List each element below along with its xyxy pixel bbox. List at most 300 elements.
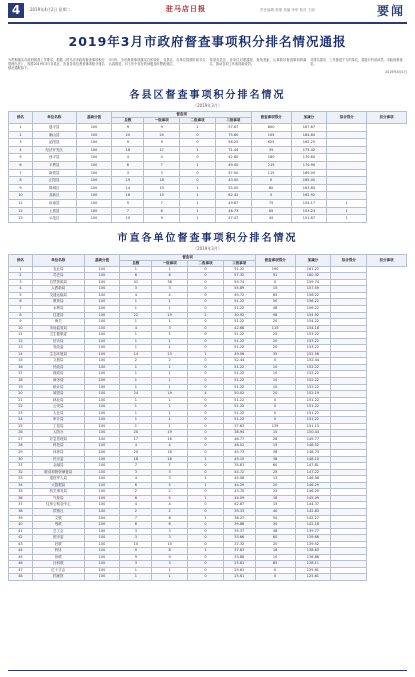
table-cell: 45.08: [223, 476, 255, 483]
table-cell: 49.06: [223, 351, 255, 358]
table-cell: [327, 146, 367, 154]
table-cell: 团市委: [32, 535, 84, 542]
table-cell: 6: [120, 522, 152, 529]
table-cell: 0: [255, 417, 295, 424]
table-cell: 1: [180, 207, 216, 215]
table-cell: 0: [255, 397, 295, 404]
table-cell: 146.20: [295, 489, 331, 496]
table-cell: [327, 177, 367, 185]
table-cell: 退役军人局: [32, 476, 84, 483]
table-cell: 154.92: [295, 312, 331, 319]
table-cell: 24: [9, 417, 33, 424]
table-cell: 105: [251, 131, 291, 139]
table-cell: 100: [76, 124, 112, 132]
table-cell: 100: [84, 397, 120, 404]
table-cell: 3: [144, 169, 180, 177]
table-cell: 71.44: [215, 146, 251, 154]
table-cell: 100: [84, 436, 120, 443]
table-cell: 18: [152, 450, 188, 457]
table-cell: 示范区: [32, 215, 76, 223]
table-cell: 115: [251, 169, 291, 177]
table-cell: 10: [9, 325, 33, 332]
table-cell: 100: [84, 443, 120, 450]
table-cell: 3: [152, 535, 188, 542]
table-cell: 625: [251, 139, 291, 147]
table-cell: 45.10: [223, 456, 255, 463]
table-cell: 0: [188, 502, 224, 509]
table-cell: 1: [188, 482, 224, 489]
table-cell: 5: [251, 192, 291, 200]
table-cell: 2: [120, 489, 152, 496]
table-cell: 7: [120, 463, 152, 470]
table-cell: 100: [84, 332, 120, 339]
table-cell: 1: [120, 574, 152, 581]
table-cell: 0: [188, 345, 224, 352]
table-cell: 红十字会: [32, 567, 84, 574]
table-cell: 100: [84, 554, 120, 561]
table-cell: 152.22: [295, 371, 331, 378]
table-cell: 44.29: [223, 482, 255, 489]
table-cell: 4: [120, 325, 152, 332]
table-cell: 51.22: [223, 299, 255, 306]
table-cell: 发改委: [32, 345, 84, 352]
table-cell: 100: [76, 146, 112, 154]
table-cell: 5: [152, 495, 188, 502]
table-cell: 145.09: [295, 495, 331, 502]
table-cell: 55.00: [215, 184, 251, 192]
table-cell: 100: [84, 541, 120, 548]
header-count: 总数: [120, 260, 152, 266]
table-cell: 25: [9, 423, 33, 430]
table-cell: 6: [152, 515, 188, 522]
table-cell: 民政局: [32, 364, 84, 371]
table-cell: 3: [152, 469, 188, 476]
table-cell: 1: [180, 192, 216, 200]
section-title: 要闻: [376, 4, 405, 18]
header-level-2: 二级事项: [180, 118, 216, 124]
table-cell: 51.22: [223, 397, 255, 404]
table-cell: 18: [255, 548, 295, 555]
table-cell: 146.58: [295, 476, 331, 483]
table-cell: 经济开发区: [32, 146, 76, 154]
table-cell: 18: [112, 146, 144, 154]
table-cell: 30: [255, 522, 295, 529]
table-cell: 24: [120, 391, 152, 398]
table-cell: 42.87: [223, 502, 255, 509]
table-cell: 1: [188, 548, 224, 555]
table-cell: 100: [84, 515, 120, 522]
table-cell: 1: [152, 417, 188, 424]
table-cell: 1: [188, 476, 224, 483]
table-cell: 16: [152, 436, 188, 443]
table-cell: 48.02: [223, 443, 255, 450]
table-cell: 7: [152, 463, 188, 470]
table-cell: 125.61: [295, 567, 331, 574]
table-cell: 人防办: [32, 430, 84, 437]
table-cell: 工信局: [32, 423, 84, 430]
table-cell: [327, 192, 367, 200]
table-cell: 100: [84, 469, 120, 476]
header-total: 综合得分: [327, 112, 367, 124]
table-cell: 3: [9, 139, 33, 147]
table-cell: 正阳县: [32, 177, 76, 185]
table-row: [9, 146, 407, 154]
table-cell: 152.56: [295, 351, 331, 358]
table-cell: 39.68: [223, 522, 255, 529]
intro-column-1: 为贯彻落实市政府督查工作要求，根据《驻马店市政府督查事项积分管理办法》，现将2019年3月各县区、市直各单位督查事项积分排名情况通报如下。: [8, 58, 105, 71]
table-cell: 13: [255, 476, 295, 483]
table-cell: 信访局: [32, 338, 84, 345]
table-cell: 金融局: [32, 463, 84, 470]
table-cell: 165.00: [291, 177, 327, 185]
table-cell: 38: [255, 456, 295, 463]
table-cell: 0: [188, 436, 224, 443]
table-cell: 46.73: [215, 207, 251, 215]
table-cell: 7: [9, 169, 33, 177]
header-base-score: 基础分值: [76, 112, 112, 124]
table-cell: 农业局: [32, 266, 84, 273]
table-cell: 1: [152, 306, 188, 313]
table-cell: 38: [9, 508, 33, 515]
table-cell: 100: [76, 184, 112, 192]
table-cell: 1: [327, 199, 367, 207]
table-cell: 43.00: [215, 177, 251, 185]
table-cell: 9: [144, 215, 180, 223]
table-cell: 1: [152, 397, 188, 404]
table-cell: 19: [152, 391, 188, 398]
table-cell: 100: [84, 482, 120, 489]
table-cell: 12: [9, 338, 33, 345]
table-cell: 0: [188, 410, 224, 417]
table-cell: 0: [188, 279, 224, 286]
table-cell: 1: [120, 397, 152, 404]
table-cell: 147.22: [295, 469, 331, 476]
table-cell: 0: [188, 338, 224, 345]
table-cell: 1: [120, 404, 152, 411]
table-cell: 40: [255, 508, 295, 515]
table-cell: 0: [188, 378, 224, 385]
table-cell: 1: [180, 146, 216, 154]
table-cell: 115: [255, 325, 295, 332]
table-cell: 100: [84, 345, 120, 352]
table-cell: 15: [9, 358, 33, 365]
table-cell: 100: [84, 567, 120, 574]
table-cell: 1: [120, 567, 152, 574]
table-cell: 100: [84, 319, 120, 326]
table-cell: 1: [152, 574, 188, 581]
table-cell: 100: [84, 417, 120, 424]
table-cell: 1: [120, 423, 152, 430]
table-cell: 3: [152, 561, 188, 568]
table-cell: 100: [84, 502, 120, 509]
city-table-header: [9, 254, 407, 266]
table-cell: 128.11: [295, 561, 331, 568]
table-cell: 1: [180, 161, 216, 169]
table-cell: 144.37: [295, 502, 331, 509]
table-cell: 100: [76, 154, 112, 162]
table-cell: 20: [112, 131, 144, 139]
table-cell: 75.60: [215, 131, 251, 139]
table-cell: 58.25: [215, 139, 251, 147]
table-cell: 100: [84, 548, 120, 555]
table-cell: 1: [188, 495, 224, 502]
table-cell: 125.61: [295, 574, 331, 581]
table-cell: 市场监管局: [32, 325, 84, 332]
table-cell: 49.72: [223, 292, 255, 299]
header-rank: 排名: [9, 112, 33, 124]
headline: 2019年3月市政府督查事项积分排名情况通报: [68, 34, 347, 49]
table-cell: 19: [9, 384, 33, 391]
city-section-subtitle: （2019年3月）: [193, 245, 222, 251]
table-cell: 33.88: [223, 554, 255, 561]
county-table-header: [9, 112, 407, 124]
table-cell: 13: [152, 351, 188, 358]
table-cell: 170.60: [291, 154, 327, 162]
table-cell: 4: [120, 502, 152, 509]
table-row: [9, 192, 407, 200]
table-cell: 新蔡县: [32, 169, 76, 177]
table-cell: 159.74: [295, 279, 331, 286]
table-cell: 西平县: [32, 154, 76, 162]
bottom-rule: [8, 670, 407, 671]
table-cell: 27: [9, 436, 33, 443]
page-number: 4: [8, 3, 24, 18]
table-cell: 100: [76, 139, 112, 147]
table-cell: 100: [76, 192, 112, 200]
table-cell: 153.22: [295, 345, 331, 352]
header-rank: 排名: [9, 254, 33, 266]
table-cell: 170.90: [291, 161, 327, 169]
table-cell: 水利局: [32, 306, 84, 313]
table-cell: 住建局: [32, 312, 84, 319]
table-cell: 55.89: [223, 286, 255, 293]
table-cell: 1: [120, 266, 152, 273]
header-level-1: 一级事项: [144, 118, 180, 124]
table-cell: 10: [112, 215, 144, 223]
table-cell: 0: [188, 430, 224, 437]
table-cell: 25: [255, 332, 295, 339]
table-cell: 18: [120, 456, 152, 463]
table-cell: 100: [84, 338, 120, 345]
table-cell: 6: [120, 482, 152, 489]
table-cell: 31: [9, 463, 33, 470]
header-level-3: 三级事项: [223, 260, 255, 266]
table-cell: 1: [152, 332, 188, 339]
table-cell: 林业局: [32, 397, 84, 404]
table-cell: 100: [84, 522, 120, 529]
table-cell: 148.52: [295, 443, 331, 450]
intro-text: [8, 58, 407, 80]
table-cell: 41: [9, 528, 33, 535]
table-cell: 153.23: [291, 207, 327, 215]
table-cell: 100: [84, 456, 120, 463]
table-cell: 29: [9, 450, 33, 457]
city-section-title: 市直各单位督查事项积分排名情况: [117, 232, 298, 244]
table-cell: 28: [255, 436, 295, 443]
table-cell: 粮食和物资储备局: [32, 469, 84, 476]
table-cell: 51.22: [223, 384, 255, 391]
table-cell: [327, 154, 367, 162]
table-cell: 3: [152, 476, 188, 483]
table-cell: 1: [120, 306, 152, 313]
table-cell: 1: [120, 299, 152, 306]
table-cell: 60: [255, 535, 295, 542]
table-cell: 139.66: [295, 535, 331, 542]
table-cell: 0: [188, 443, 224, 450]
city-table-body: [9, 266, 407, 580]
table-cell: 33: [9, 476, 33, 483]
table-cell: 教育局: [32, 299, 84, 306]
table-cell: 13: [144, 184, 180, 192]
table-cell: 4: [188, 391, 224, 398]
header-adjust: 加减分: [295, 254, 331, 266]
table-cell: 7: [144, 161, 180, 169]
table-cell: 2: [9, 273, 33, 280]
table-cell: 0: [188, 574, 224, 581]
table-cell: 大数据局: [32, 482, 84, 489]
table-cell: 10: [255, 384, 295, 391]
table-cell: 15: [255, 286, 295, 293]
header-count: 总数: [112, 118, 144, 124]
header-item-score: 督查事项得分: [255, 254, 295, 266]
table-cell: 151.13: [295, 423, 331, 430]
table-cell: 35.37: [223, 528, 255, 535]
table-cell: 146.29: [295, 482, 331, 489]
table-cell: 10: [255, 554, 295, 561]
table-cell: 住房公积金中心: [32, 502, 84, 509]
table-cell: 37.63: [223, 548, 255, 555]
table-cell: 51.22: [223, 410, 255, 417]
table-cell: 15: [144, 192, 180, 200]
header-deduct-items: 扣分事项: [367, 112, 407, 124]
table-cell: 社科联: [32, 561, 84, 568]
city-ranking-table: [8, 254, 407, 581]
table-cell: 1: [188, 515, 224, 522]
table-cell: 37: [9, 502, 33, 509]
table-cell: 海关: [32, 319, 84, 326]
table-cell: 100: [84, 489, 120, 496]
table-cell: 4: [152, 502, 188, 509]
table-row: [9, 154, 407, 162]
table-cell: 42: [9, 535, 33, 542]
table-cell: 0: [188, 332, 224, 339]
table-cell: 49.67: [215, 199, 251, 207]
table-cell: 16: [152, 456, 188, 463]
table-cell: 19: [152, 312, 188, 319]
table-cell: 1: [9, 266, 33, 273]
table-cell: 100: [84, 384, 120, 391]
table-cell: 100: [84, 574, 120, 581]
table-cell: 0: [188, 292, 224, 299]
table-cell: 162.92: [291, 192, 327, 200]
table-cell: 0: [188, 306, 224, 313]
table-cell: 51.22: [223, 364, 255, 371]
table-cell: 人教新局: [32, 286, 84, 293]
table-cell: 38.27: [223, 515, 255, 522]
table-cell: 3: [9, 279, 33, 286]
paper-logo: 驻马店日报: [166, 4, 206, 13]
table-cell: 城管局: [32, 391, 84, 398]
table-cell: 800: [251, 124, 291, 132]
masthead: [8, 0, 407, 24]
table-cell: 80: [251, 184, 291, 192]
table-cell: 1: [188, 351, 224, 358]
table-cell: 8: [9, 312, 33, 319]
table-cell: 1: [152, 410, 188, 417]
table-cell: 37.32: [223, 541, 255, 548]
table-cell: 5: [9, 292, 33, 299]
table-cell: 驿城区: [32, 184, 76, 192]
table-cell: 25.61: [223, 561, 255, 568]
table-cell: 3: [120, 286, 152, 293]
table-cell: 4: [112, 154, 144, 162]
table-cell: 人社局: [32, 410, 84, 417]
table-cell: 46.77: [223, 436, 255, 443]
table-cell: 52.44: [223, 358, 255, 365]
table-cell: 3: [120, 561, 152, 568]
table-cell: 50.02: [223, 391, 255, 398]
table-cell: 57.00: [215, 169, 251, 177]
table-cell: 6: [120, 495, 152, 502]
table-cell: 22: [9, 404, 33, 411]
intro-column-4: [310, 58, 407, 80]
table-cell: 0: [188, 561, 224, 568]
table-cell: 统计局: [32, 384, 84, 391]
table-cell: 51.22: [223, 332, 255, 339]
table-cell: 1: [152, 371, 188, 378]
table-cell: 1: [152, 345, 188, 352]
table-cell: 0: [180, 131, 216, 139]
table-cell: 10: [255, 364, 295, 371]
table-cell: 6: [144, 207, 180, 215]
table-cell: 142.27: [295, 515, 331, 522]
table-cell: 100: [84, 391, 120, 398]
table-cell: 100: [84, 423, 120, 430]
table-cell: 148.73: [295, 450, 331, 457]
intro-column-2: 3月份，全市督查事项落实总体较好，各县区、各单位按照时间节点认真推进，对工作中存在的问题及时整改到位。: [108, 58, 206, 67]
table-cell: 1: [120, 417, 152, 424]
table-cell: 14: [120, 351, 152, 358]
table-cell: 20: [120, 450, 152, 457]
table-cell: 100: [76, 169, 112, 177]
table-cell: 7: [9, 306, 33, 313]
table-row: [9, 207, 407, 215]
table-cell: 0: [188, 371, 224, 378]
table-cell: 确山县: [32, 131, 76, 139]
table-cell: 151.22: [295, 417, 331, 424]
header-supervision-items: 督查项: [120, 254, 255, 260]
table-cell: 1: [120, 378, 152, 385]
table-cell: 1: [120, 371, 152, 378]
table-cell: 6: [120, 273, 152, 280]
table-cell: [327, 169, 367, 177]
table-cell: 2: [9, 131, 33, 139]
table-cell: 公安局: [32, 404, 84, 411]
table-cell: 62.42: [215, 192, 251, 200]
table-cell: 4: [9, 146, 33, 154]
table-row: [9, 131, 407, 139]
table-cell: 48: [255, 528, 295, 535]
table-cell: 10: [255, 378, 295, 385]
table-cell: 44: [9, 548, 33, 555]
table-cell: 8: [152, 548, 188, 555]
table-cell: 8: [9, 177, 33, 185]
table-cell: 36: [9, 495, 33, 502]
table-cell: 1: [327, 207, 367, 215]
table-cell: 文联: [32, 515, 84, 522]
table-cell: 1: [152, 319, 188, 326]
table-cell: 37.63: [223, 423, 255, 430]
